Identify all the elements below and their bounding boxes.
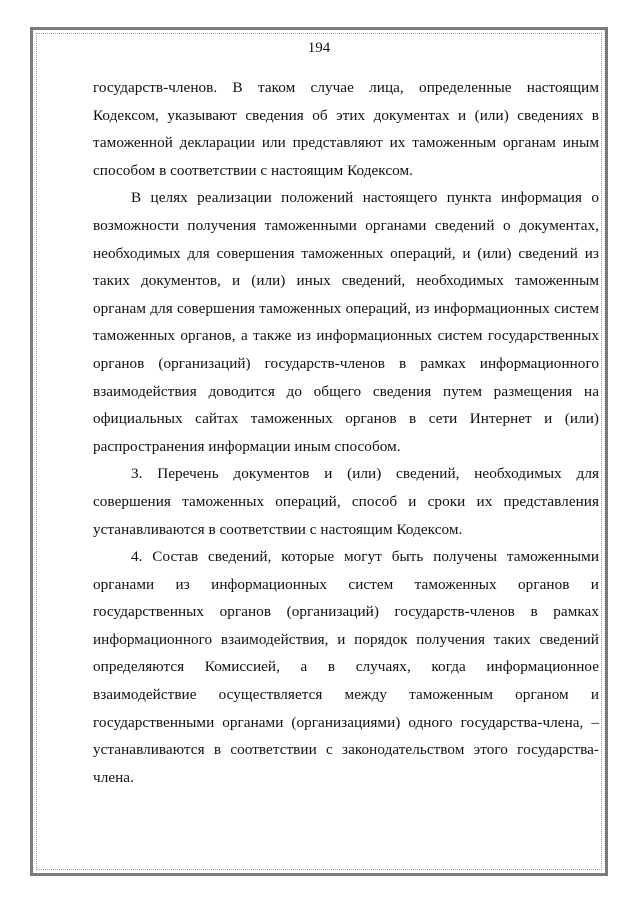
document-body — [93, 74, 599, 791]
paragraph-continuation: государств-членов. В таком случае лица, определенные настоящим Кодексом, указывают сведения об этих документах и (или) сведениях в таможенной декларации или представляют их таможенным органам иным способом в соответствии с настоящим Кодексом. — [93, 79, 599, 179]
paragraph-item-3: 3. Перечень документов и (или) сведений, необходимых для совершения таможенных операций, способ и сроки их представления устанавливаются в соответствии с настоящим Кодексом. — [93, 465, 599, 538]
paragraph-item-4: 4. Состав сведений, которые могут быть получены таможенными органами из информационных систем таможенных органов и государственных органов (организаций) государств-членов в рамках информационного взаимодействия, и порядок получения таких сведений определяются Комиссией, а в случаях, когда информационное взаимодействие осуществляется между таможенным органом и государственными органами (организациями) одного государства-члена, – устанавливаются в соответствии с законодательством этого государства-члена. — [93, 548, 599, 786]
page-number: 194 — [307, 40, 331, 56]
document-page — [30, 27, 608, 876]
paragraph-information-notice: В целях реализации положений настоящего пункта информация о возможности получения таможенными органами сведений о документах, необходимых для совершения таможенных операций, и (или) сведений из таких документов, и (или) иных сведений, необходимых таможенным органам для совершения таможенных операций, из информационных систем таможенных органов, а также из информационных систем государственных органов (организаций) государств-членов в рамках информационного взаимодействия доводится до общего сведения путем размещения на официальных сайтах таможенных органов в сети Интернет и (или) распространения информации иным способом. — [93, 189, 599, 455]
